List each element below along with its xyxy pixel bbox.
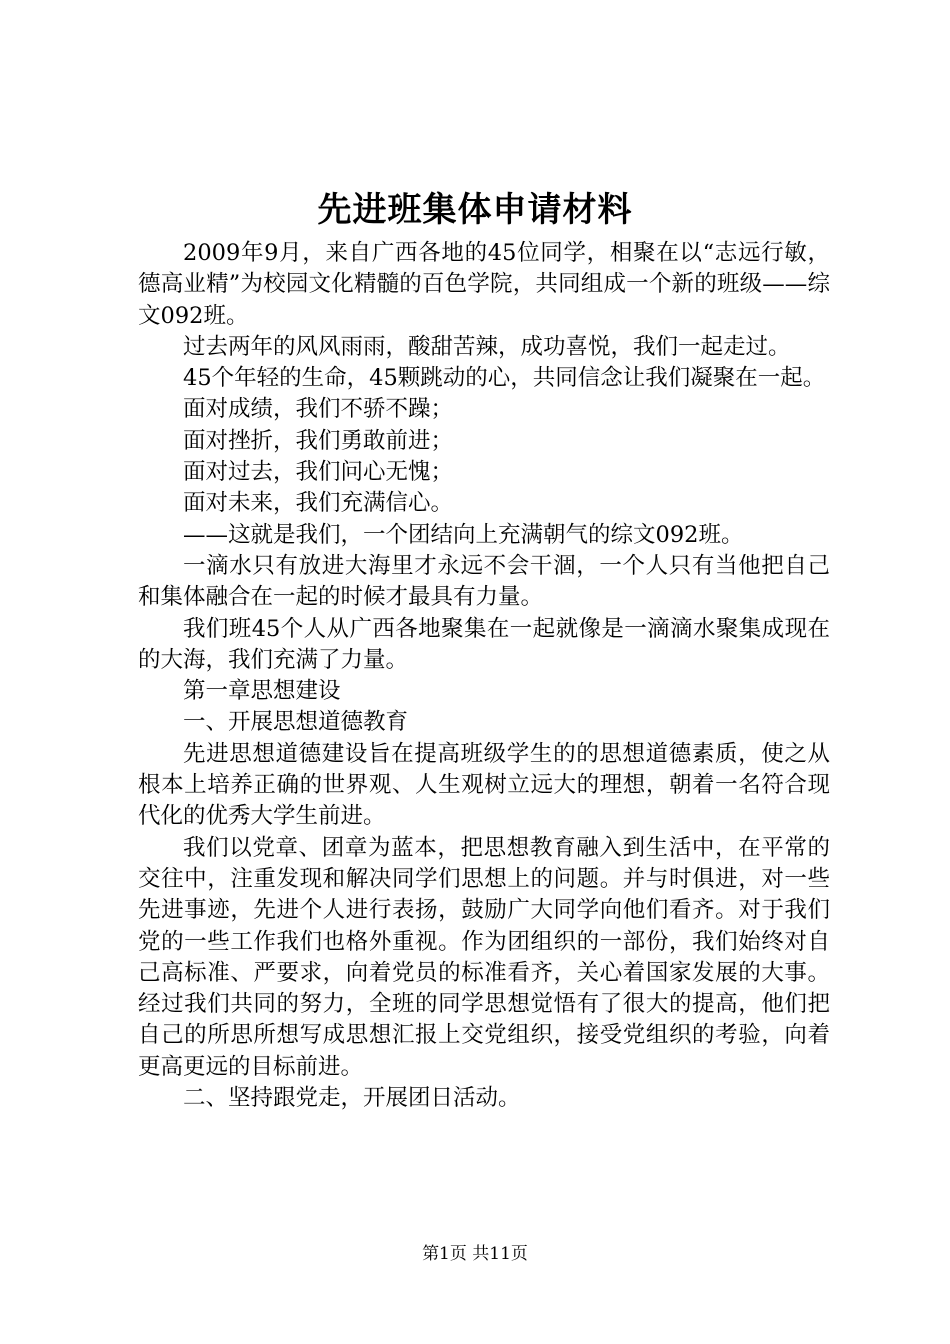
paragraph: ——这就是我们，一个团结向上充满朝气的综文092班。 xyxy=(183,521,744,548)
section-heading: 一、开展思想道德教育 xyxy=(183,709,409,736)
paragraph: 面对过去，我们问心无愧； xyxy=(183,459,454,486)
paragraph: 一滴水只有放进大海里才永远不会干涸，一个人只有当他把自己和集体融合在一起的时候才最具有力量。 xyxy=(138,552,830,611)
paragraph: 先进思想道德建设旨在提高班级学生的的思想道德素质，使之从根本上培养正确的世界观、人生观树立远大的理想，朝着一名符合现代化的优秀大学生前进。 xyxy=(138,740,830,830)
paragraph: 面对成绩，我们不骄不躁； xyxy=(183,396,454,423)
paragraph: 我们班45个人从广西各地聚集在一起就像是一滴滴水聚集成现在的大海，我们充满了力量。 xyxy=(138,615,830,673)
section-heading: 二、坚持跟党走，开展团日活动。 xyxy=(183,1085,521,1112)
document-title: 先进班集体申请材料 xyxy=(317,190,633,230)
paragraph: 45个年轻的生命，45颗跳动的心，共同信念让我们凝聚在一起。 xyxy=(183,365,826,392)
paragraph: 面对未来，我们充满信心。 xyxy=(183,490,454,517)
paragraph: 2009年9月，来自广西各地的45位同学，相聚在以“志远行敏，德高业精”为校园文化精髓的百色学院，共同组成一个新的班级——综文092班。 xyxy=(138,240,830,329)
document-body xyxy=(138,238,830,1114)
page-footer: 第1页 共11页 xyxy=(422,1244,528,1264)
chapter-heading: 第一章思想建设 xyxy=(183,678,341,705)
paragraph: 过去两年的风风雨雨，酸甜苦辣，成功喜悦，我们一起走过。 xyxy=(183,333,791,360)
paragraph: 我们以党章、团章为蓝本，把思想教育融入到生活中，在平常的交往中，注重发现和解决同学们思想上的问题。并与时俱进，对一些先进事迹，先进个人进行表扬，鼓励广大同学向他们看齐。对于我们党的一些工作我们也格外重视。作为团组织的一部份，我们始终对自己高标准、严要求，向着党员的标准看齐，关心着国家发展的大事。经过我们共同的努力，全班的同学思想觉悟有了很大的提高，他们把自己的所思所想写成思想汇报上交党组织，接受党组织的考验，向着更高更远的目标前进。 xyxy=(138,834,830,1080)
paragraph: 面对挫折，我们勇敢前进； xyxy=(183,427,454,454)
